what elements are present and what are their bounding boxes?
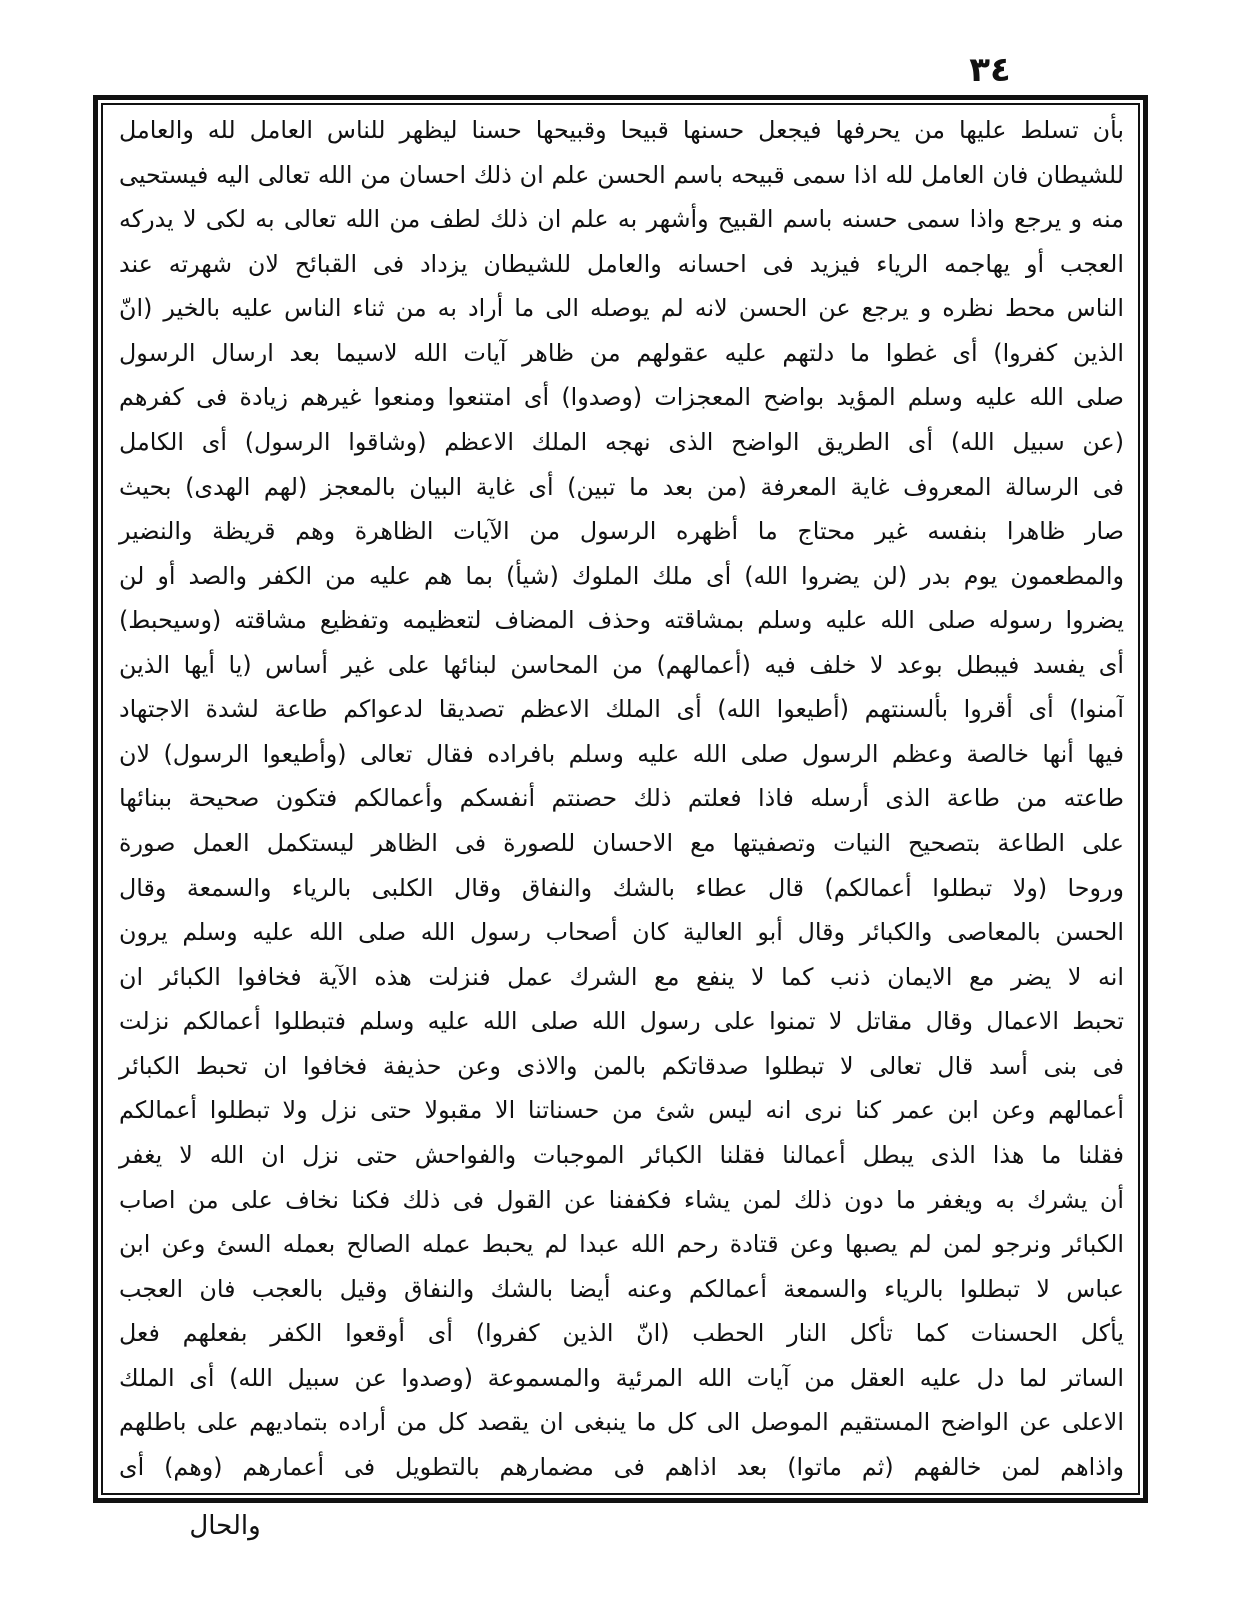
catchword: والحال (189, 1511, 261, 1541)
text-line-content: منه و يرجع واذا سمى حسنه باسم القبيح وأشهر به علم ان ذلك لطف من الله تعالى به لكى لا يدركه (119, 205, 1124, 234)
text-line (117, 643, 1124, 688)
text-line (117, 1088, 1124, 1133)
text-line-content: (عن سبيل الله) أى الطريق الواضح الذى نهجه الملك الاعظم (وشاقوا الرسول) أى الكامل (119, 427, 1124, 456)
text-line (117, 1400, 1124, 1445)
text-line-content: الذين كفروا) أى غطوا ما دلتهم عليه عقولهم من ظاهر آيات الله لاسيما بعد ارسال الرسول (119, 338, 1124, 367)
text-line-content: واذاهم لمن خالفهم (ثم ماتوا) بعد اذاهم فى مضمارهم بالتطويل فى أعمارهم (وهم) أى (119, 1452, 1124, 1481)
text-line-content: الكبائر ونرجو لمن لم يصبها وعن قتادة رحم الله عبدا لم يحبط عمله الصالح بعمله السئ وعن ابن (119, 1230, 1124, 1259)
text-line (117, 509, 1124, 554)
text-line-content: آمنوا) أى أقروا بألسنتهم (أطيعوا الله) أى الملك الاعظم تصديقا لدعواكم طاعة لشدة الاجتهاد (119, 695, 1124, 724)
text-line (117, 1133, 1124, 1178)
text-line (117, 375, 1124, 420)
text-line (117, 866, 1124, 911)
text-line-content: طاعته من طاعة الذى أرسله فاذا فعلتم ذلك حصنتم أنفسكم وأعمالكم فتكون صحيحة ببنائها (119, 784, 1124, 813)
text-line (117, 732, 1124, 777)
text-line (117, 554, 1124, 599)
text-line (117, 1044, 1124, 1089)
text-line (117, 420, 1124, 465)
text-line-content: صار ظاهرا بنفسه غير محتاج ما أظهره الرسول من الآيات الظاهرة وهم قريظة والنضير (119, 517, 1124, 546)
text-line-content: عباس لا تبطلوا بالرياء والسمعة أعمالكم وعنه أيضا بالشك والنفاق وقيل بالعجب فان العجب (119, 1274, 1124, 1303)
text-line (117, 1311, 1124, 1356)
text-line-content: فيها أنها خالصة وعظم الرسول صلى الله عليه وسلم بافراده فقال تعالى (وأطيعوا الرسول) لان (119, 739, 1124, 768)
text-line (117, 197, 1124, 242)
text-line-content: الناس محط نظره و يرجع عن الحسن لانه لم يوصله الى ما أراد به من ثناء الناس عليه بالخير (انّ (119, 294, 1124, 323)
text-line-content: وروحا (ولا تبطلوا أعمالكم) قال عطاء بالشك والنفاق وقال الكلبى بالرياء والسمعة وقال (119, 873, 1124, 902)
text-line-content: تحبط الاعمال وقال مقاتل لا تمنوا على رسول الله صلى الله عليه وسلم فتبطلوا أعمالكم نزلت (119, 1007, 1124, 1036)
text-line (117, 1222, 1124, 1267)
text-line-content: بأن تسلط عليها من يحرفها فيجعل حسنها قبيحا وقبيحها حسنا ليظهر للناس العامل لله والعامل (119, 116, 1124, 144)
text-line (117, 910, 1124, 955)
text-line-content: أعمالهم وعن ابن عمر كنا نرى انه ليس شئ من حسناتنا الا مقبولا حتى نزل ولا تبطلوا أعمالكم (119, 1096, 1124, 1125)
text-line-content: على الطاعة بتصحيح النيات وتصفيتها مع الاحسان للصورة فى الظاهر ليستكمل العمل صورة (119, 829, 1124, 857)
text-line (117, 153, 1124, 198)
text-line (117, 242, 1124, 287)
text-line (117, 465, 1124, 510)
text-line (117, 776, 1124, 821)
text-line (117, 108, 1124, 153)
text-line-content: انه لا يضر مع الايمان ذنب كما لا ينفع مع الشرك عمل فنزلت هذه الآية فخافوا الكبائر ان (119, 962, 1124, 991)
text-line (117, 821, 1124, 866)
text-line (117, 1267, 1124, 1312)
text-line-content: للشيطان فان العامل لله اذا سمى قبيحه باسم الحسن علم ان ذلك احسان من الله تعالى اليه فيستحيى (119, 160, 1124, 189)
text-line (117, 999, 1124, 1044)
main-text-block (117, 108, 1124, 1489)
page-number: ٣٤ (969, 50, 1011, 90)
text-line (117, 955, 1124, 1000)
text-line (117, 286, 1124, 331)
text-line-content: الساتر لما دل عليه العقل من آيات الله المرئية والمسموعة (وصدوا عن سبيل الله) أى الملك (119, 1363, 1124, 1392)
text-line (117, 1178, 1124, 1223)
text-line (117, 331, 1124, 376)
text-line-content: أى يفسد فيبطل بوعد لا خلف فيه (أعمالهم) من المحاسن لبنائها على غير أساس (يا أيها الذين (119, 650, 1124, 679)
text-line-content: يأكل الحسنات كما تأكل النار الحطب (انّ الذين كفروا) أى أوقعوا الكفر بفعلهم فعل (119, 1319, 1124, 1348)
text-line-content: أن يشرك به ويغفر ما دون ذلك لمن يشاء فكففنا عن القول فى ذلك فكنا نخاف على من اصاب (119, 1185, 1124, 1214)
text-line-content: والمطعمون يوم بدر (لن يضروا الله) أى ملك الملوك (شيأ) بما هم عليه من الكفر والصد أو لن (119, 561, 1124, 590)
text-line-content: فى بنى أسد قال تعالى لا تبطلوا صدقاتكم بالمن والاذى وعن حذيفة فخافوا ان تحبط الكبائر (119, 1051, 1124, 1080)
text-line (117, 1445, 1124, 1490)
text-line-content: الحسن بالمعاصى والكبائر وقال أبو العالية كان أصحاب رسول الله صلى الله عليه وسلم يرون (119, 918, 1124, 947)
text-line-content: فقلنا ما هذا الذى يبطل أعمالنا فقلنا الكبائر الموجبات والفواحش حتى نزل ان الله لا يغفر (119, 1140, 1124, 1169)
text-line (117, 1356, 1124, 1401)
text-line (117, 687, 1124, 732)
text-line (117, 598, 1124, 643)
text-line-content: صلى الله عليه وسلم المؤيد بواضح المعجزات (وصدوا) أى امتنعوا ومنعوا غيرهم زيادة فى كفرهم (119, 383, 1124, 412)
text-line-content: يضروا رسوله صلى الله عليه وسلم بمشاقته وحذف المضاف لتعظيمه وتفظيع مشاقته (وسيحبط) (119, 606, 1124, 635)
text-line-content: العجب أو يهاجمه الرياء فيزيد فى احسانه والعامل للشيطان يزداد فى القبائح لان شهرته عند (119, 249, 1124, 278)
text-line-content: فى الرسالة المعروف غاية المعرفة (من بعد ما تبين) أى غاية البيان بالمعجز (لهم الهدى) بحيث (119, 472, 1124, 501)
text-line-content: الاعلى عن الواضح المستقيم الموصل الى كل ما ينبغى ان يقصد كل من أراده بتماديهم على باطلهم (119, 1408, 1124, 1437)
